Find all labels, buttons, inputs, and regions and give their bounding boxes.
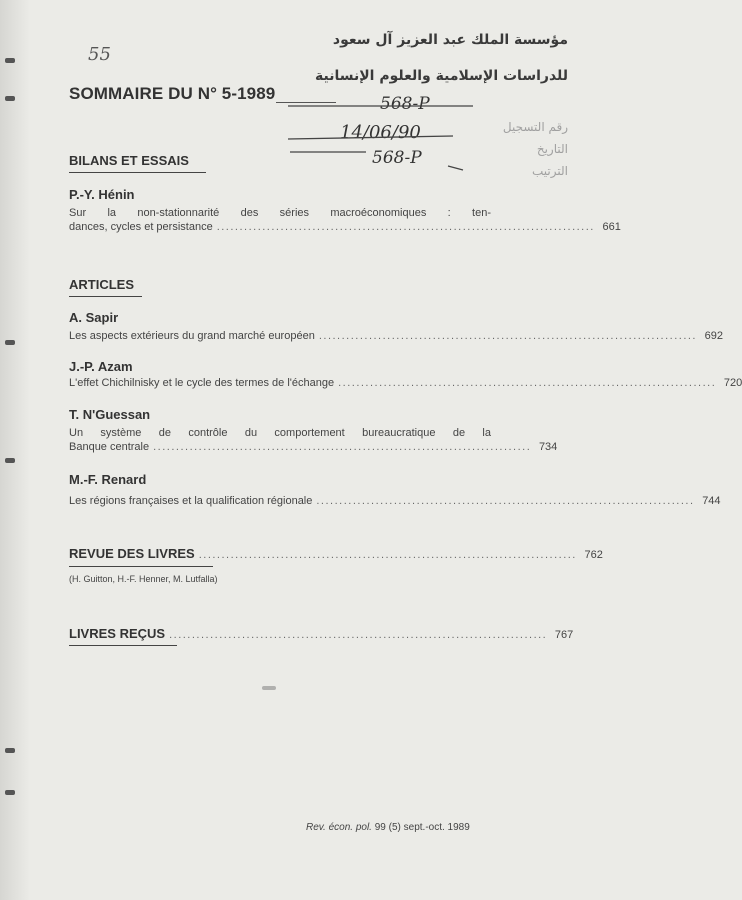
stamp-label-date: التاريخ [536, 142, 568, 156]
entry-title-line [69, 220, 621, 234]
section-underline [69, 296, 142, 297]
binding-margin [0, 0, 30, 900]
dot-leader: ................................................................................... [198, 549, 577, 561]
dot-leader: ................................................................................... [316, 495, 695, 507]
stamp-institution-line1: مؤسسة الملك عبد العزيز آل سعود [332, 32, 568, 48]
entry-title-text: L'effet Chichilnisky et le cycle des termes de l'échange [69, 377, 335, 389]
stamp-signature-lines [268, 28, 568, 198]
dot-leader: ................................................................................... [338, 377, 717, 389]
dot-leader: ................................................................................... [318, 330, 697, 342]
entry-title-text: dances, cycles et persistance [69, 221, 213, 233]
entry-title [69, 376, 742, 390]
page-number: 734 [538, 441, 558, 453]
section-heading-livres: LIVRES REÇUS [69, 626, 166, 641]
entry-title-line: Un système de contrôle du comportement bureaucratique de la [69, 427, 491, 439]
handwritten-date: 14/06/90 [340, 122, 421, 143]
entry-title [69, 494, 721, 508]
journal-footer [306, 822, 470, 833]
handwritten-registration-top: 568-P [380, 94, 430, 114]
entry-title-line [69, 329, 723, 343]
handwritten-number: 55 [88, 44, 111, 65]
staple-mark [5, 790, 15, 795]
entry-title [69, 206, 621, 234]
entry-title-line [69, 494, 721, 508]
staple-mark [5, 340, 15, 345]
section-heading-revue: REVUE DES LIVRES [69, 546, 195, 561]
handwritten-registration-bottom: 568-P [372, 148, 422, 168]
entry-author: A. Sapir [69, 310, 119, 325]
dot-leader: ................................................................................... [216, 221, 595, 233]
staple-mark [5, 58, 15, 63]
stamp-institution-line2: للدراسات الإسلامية والعلوم الإنسانية [315, 68, 568, 84]
entry-title-text: Banque centrale [69, 441, 150, 453]
section-underline [69, 645, 177, 646]
staple-mark [5, 96, 15, 101]
page-number: 767 [554, 629, 574, 641]
entry-author: P.-Y. Hénin [69, 187, 135, 202]
page-number: 692 [704, 330, 723, 342]
section-heading-articles: ARTICLES [69, 277, 134, 292]
page-number: 720 [723, 377, 742, 389]
page-number: 762 [584, 549, 603, 561]
entry-title [69, 329, 723, 343]
stamp-label-order: الترتيب [532, 164, 568, 178]
ink-smudge [262, 686, 276, 690]
entry-title-text: Les régions françaises et la qualification régionale [69, 495, 313, 507]
library-stamp [268, 28, 568, 198]
section-row-revue [69, 546, 603, 561]
entry-title-line: Sur la non-stationnarité des séries macroéconomiques : ten- [69, 207, 491, 219]
dot-leader: ................................................................................... [169, 629, 548, 641]
section-row-livres [69, 626, 574, 641]
stamp-label-registration: رقم التسجيل [502, 120, 568, 134]
entry-author: J.-P. Azam [69, 359, 133, 374]
page-number: 744 [702, 495, 721, 507]
journal-issue: 99 (5) sept.-oct. 1989 [374, 822, 470, 833]
entry-title-line [69, 376, 742, 390]
staple-mark [5, 458, 15, 463]
journal-name: Rev. écon. pol. [306, 822, 372, 833]
entry-author: M.-F. Renard [69, 472, 147, 487]
entry-title-line [69, 440, 558, 454]
dot-leader: ................................................................................... [153, 441, 532, 453]
entry-title-text: Les aspects extérieurs du grand marché européen [69, 330, 315, 342]
reviewers-list: (H. Guitton, H.-F. Henner, M. Lutfalla) [69, 574, 218, 584]
page-title: SOMMAIRE DU N° 5-1989 [69, 84, 276, 103]
page-number: 661 [602, 221, 621, 233]
section-heading-bilans: BILANS ET ESSAIS [69, 153, 189, 168]
section-underline [69, 172, 206, 173]
entry-author: T. N'Guessan [69, 407, 151, 422]
staple-mark [5, 748, 15, 753]
section-underline [69, 566, 213, 567]
entry-title [69, 426, 558, 454]
